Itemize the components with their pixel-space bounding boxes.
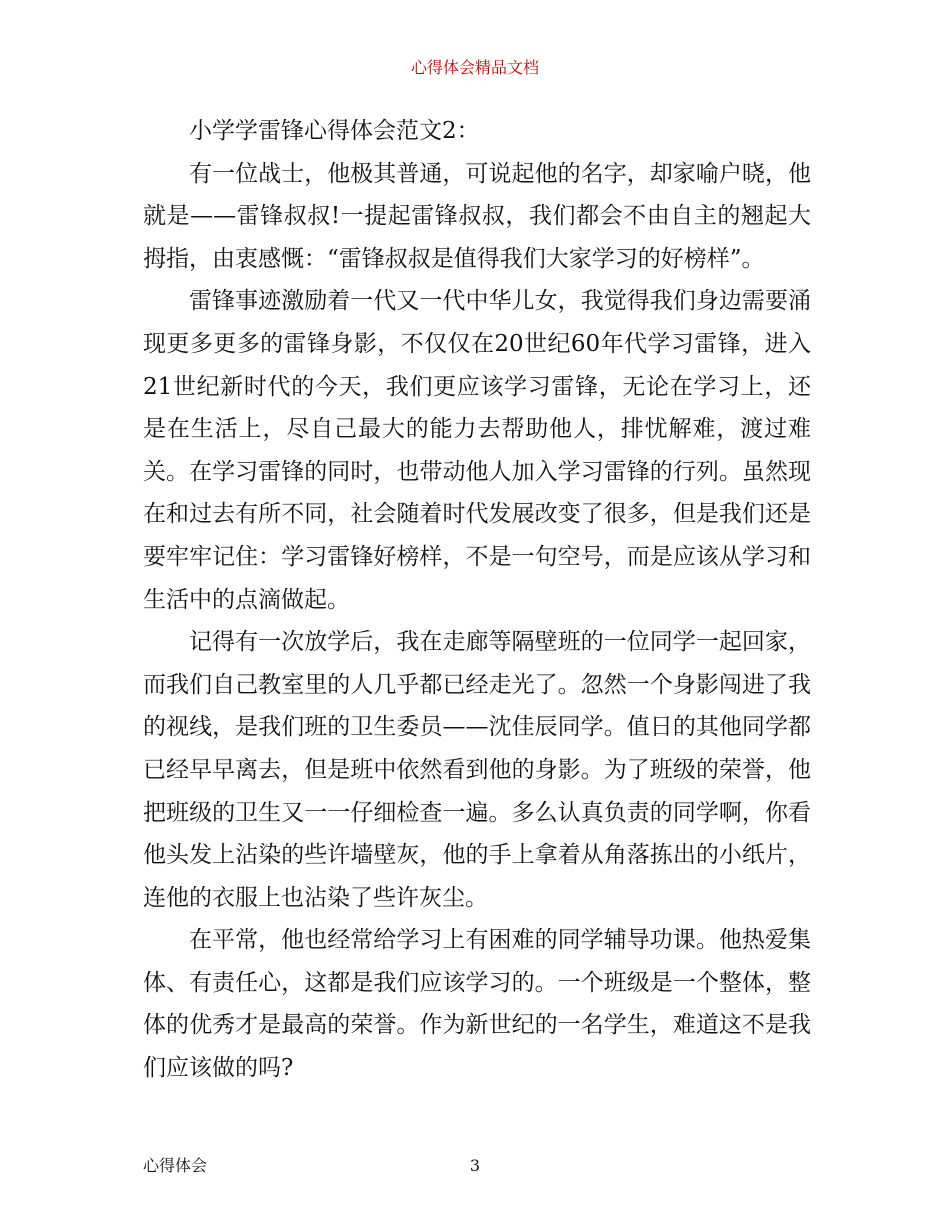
page-number: 3 — [469, 1156, 481, 1175]
paragraph-2: 雷锋事迹激励着一代又一代中华儿女，我觉得我们身边需要涌现更多更多的雷锋身影，不仅仅在20世纪60年代学习雷锋，进入21世纪新时代的今天，我们更应该学习雷锋，无论在学习上，还是在生活上，尽自己最大的能力去帮助他人，排忧解难，渡过难关。在学习雷锋的同时，也带动他人加入学习雷锋的行列。虽然现在和过去有所不同，社会随着时代发展改变了很多，但是我们还是要牢牢记住：学习雷锋好榜样，不是一句空号，而是应该从学习和生活中的点滴做起。 — [143, 288, 811, 613]
paragraph-1: 有一位战士，他极其普通，可说起他的名字，却家喻户晓，他就是——雷锋叔叔!一提起雷锋叔叔，我们都会不由自主的翘起大拇指，由衷感慨：“雷锋叔叔是值得我们大家学习的好榜样”。 — [143, 160, 811, 272]
paragraph-4: 在平常，他也经常给学习上有困难的同学辅导功课。他热爱集体、有责任心，这都是我们应该学习的。一个班级是一个整体，整体的优秀才是最高的荣誉。作为新世纪的一名学生，难道这不是我们应该做的吗? — [143, 927, 811, 1082]
footer-label: 心得体会 — [143, 1156, 208, 1175]
document-heading: 小学学雷锋心得体会范文2： — [189, 118, 480, 144]
paragraph-3: 记得有一次放学后，我在走廊等隔壁班的一位同学一起回家，而我们自己教室里的人几乎都已经走光了。忽然一个身影闯进了我的视线，是我们班的卫生委员——沈佳辰同学。值日的其他同学都已经早早离去，但是班中依然看到他的身影。为了班级的荣誉，他把班级的卫生又一一仔细检查一遍。多么认真负责的同学啊，你看他头发上沾染的些许墙壁灰，他的手上拿着从角落拣出的小纸片，连他的衣服上也沾染了些许灰尘。 — [143, 629, 811, 911]
document-body — [143, 110, 811, 1090]
document-header-title: 心得体会精品文档 — [410, 58, 539, 77]
